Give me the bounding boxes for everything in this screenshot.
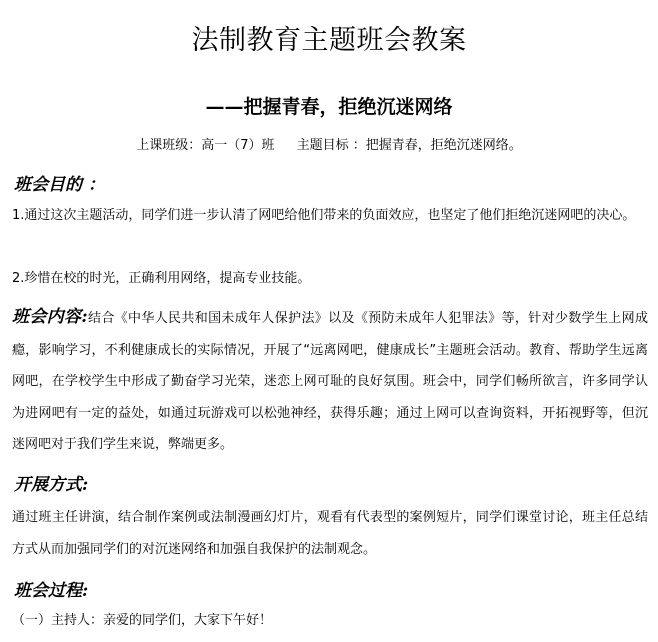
purpose-item-2: 2.珍惜在校的时光，正确利用网络，提高专业技能。 [12, 271, 311, 286]
method-body: 通过班主任讲演，结合制作案例或法制漫画幻灯片，观看有代表型的案例短片，同学们课堂讨论，班主任总结方式从而加强同学们的对沉迷网络和加强自我保护的法制观念。 [12, 510, 648, 557]
purpose-heading: 班会目的 ： [14, 175, 105, 195]
class-label: 上课班级：高一（7）班 [136, 138, 275, 153]
purpose-item-1: 1.通过这次主题活动，同学们进一步认清了网吧给他们带来的负面效应，也坚定了他们拒绝沉迷网吧的决心。 [12, 208, 636, 223]
theme-label: 主题目标 ：把握青春，拒绝沉迷网络。 [296, 138, 522, 153]
class-meta-line [0, 134, 658, 153]
process-first-line: （一）主持人：亲爱的同学们，大家下午好！ [12, 613, 273, 628]
content-section [12, 302, 648, 461]
content-body: 结合《中华人民共和国未成年人保护法》以及《预防未成年人犯罪法》等，针对少数学生上网成瘾，影响学习，不利健康成长的实际情况，开展了“远离网吧，健康成长”主题班会活动。教育、帮助学生远离网吧，在学校学生中形成了勤奋学习光荣，迷恋上网可耻的良好氛围。班会中，同学们畅所欲言，许多同学认为进网吧有一定的益处，如通过玩游戏可以松弛神经，获得乐趣；通过上网可以查询资料，开拓视野等，但沉迷网吧对于我们学生来说，弊端更多。 [12, 311, 648, 452]
process-heading: 班会过程: [14, 581, 89, 601]
content-heading: 班会内容: [12, 307, 88, 327]
document-subtitle: ——把握青春，拒绝沉迷网络 [205, 96, 453, 118]
document-title: 法制教育主题班会教案 [191, 25, 467, 56]
method-heading: 开展方式: [14, 475, 89, 495]
